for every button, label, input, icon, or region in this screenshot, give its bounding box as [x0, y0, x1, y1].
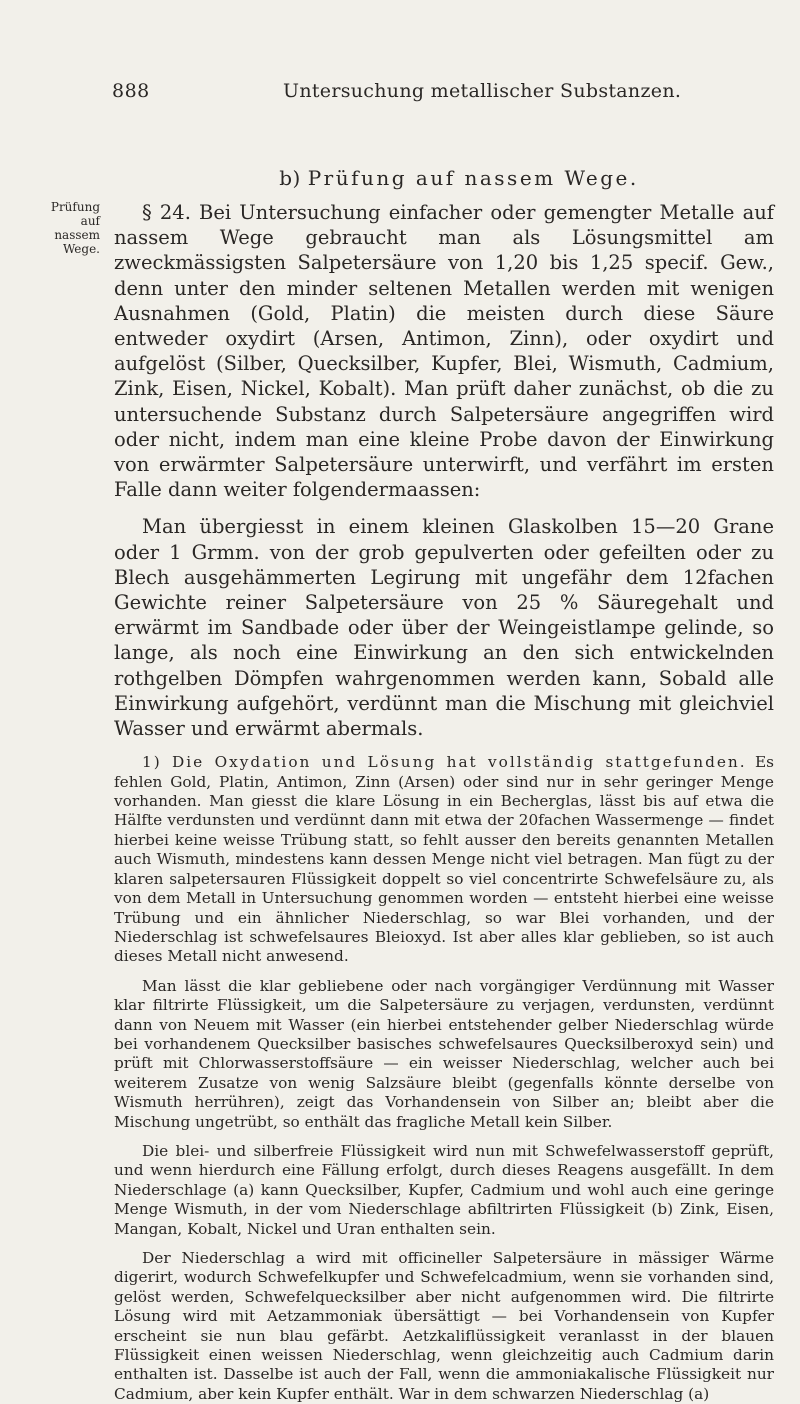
- page-body: [114, 166, 774, 1404]
- section-heading: [114, 166, 774, 190]
- paragraph-silver-test: Man lässt die klar gebliebene oder nach vorgängiger Verdünnung mit Wasser klar filtrirte Flüssigkeit, um die Salpetersäure zu verjagen, verdunsten, verdünnt dann von Neuem mit Wasser (ein hierbei entstehender gelber Niederschlag würde bei vorhandenem Quecksilber basisches schwefelsaures Quecksilberoxyd sein) und prüft mit Chlorwasserstoffsäure — ein weisser Niederschlag, welcher auch bei weiterem Zusatze von wenig Salzsäure bleibt (gegenfalls könnte derselbe von Wismuth herrühren), zeigt das Vorhandensein von Silber an; bleibt aber die Mischung ungetrübt, so enthält das fragliche Metall kein Silber.: [114, 976, 774, 1131]
- section-heading-prefix: b): [279, 166, 301, 190]
- section-heading-text: Prüfung auf nassem Wege.: [307, 166, 639, 190]
- paragraph-hydrogen-sulfide: Die blei- und silberfreie Flüssigkeit wird nun mit Schwefelwasserstoff geprüft, und wenn hierdurch eine Fällung erfolgt, durch dieses Reagens ausgefällt. In dem Niederschlage (a) kann Quecksilber, Kupfer, Cadmium und wohl auch eine geringe Menge Wismuth, in der vom Niederschlage abfiltrirten Flüssigkeit (b) Zink, Eisen, Mangan, Kobalt, Nickel und Uran enthalten sein.: [114, 1141, 774, 1238]
- running-title: Untersuchung metallischer Substanzen.: [283, 80, 682, 102]
- margin-note: Prüfung auf nassem Wege.: [50, 200, 100, 256]
- paragraph-section-24: § 24. Bei Untersuchung einfacher oder gemengter Metalle auf nassem Wege gebraucht man als Lösungsmittel am zweckmässigsten Salpetersäure von 1,20 bis 1,25 specif. Gew., denn unter den minder seltenen Metallen werden mit wenigen Ausnahmen (Gold, Platin) die meisten durch diese Säure entweder oxydirt (Arsen, Antimon, Zinn), oder oxydirt und aufgelöst (Silber, Quecksilber, Kupfer, Blei, Wismuth, Cadmium, Zink, Eisen, Nickel, Kobalt). Man prüft daher zunächst, ob die zu untersuchende Substanz durch Salpetersäure angegriffen wird oder nicht, indem man eine kleine Probe davon der Einwirkung von erwärmter Salpetersäure unterwirft, und verfährt im ersten Falle dann weiter folgendermaassen:: [114, 201, 774, 502]
- paragraph-precipitate-a: Der Niederschlag a wird mit officineller Salpetersäure in mässiger Wärme digerirt, wodurch Schwefelkupfer und Schwefelcadmium, wenn sie vorhanden sind, gelöst werden, Schwefelquecksilber aber nicht aufgenommen wird. Die filtrirte Lösung wird mit Aetzammoniak übersättigt — bei Vorhandensein von Kupfer erscheint sie nun blau gefärbt. Aetzkaliflüssigkeit veranlasst in der blauen Flüssigkeit einen weissen Niederschlag, wenn gleichzeitig auch Cadmium darin enthalten ist. Dasselbe ist auch der Fall, wenn die ammoniakalische Flüssigkeit nur Cadmium, aber kein Kupfer enthält. War in dem schwarzen Niederschlag (a): [114, 1249, 774, 1403]
- paragraph-case-1: [114, 753, 774, 966]
- paragraph-procedure: Man übergiesst in einem kleinen Glaskolben 15—20 Grane oder 1 Grmm. von der grob gepulverten oder gefeilten oder zu Blech ausgehämmerten Legirung mit ungefähr dem 12fachen Gewichte reiner Salpetersäure von 25 % Säuregehalt und erwärmt im Sandbade oder über der Weingeistlampe gelinde, so lange, als noch eine Einwirkung an den sich entwickelnden rothgelben Dömpfen wahrgenommen werden kann, Sobald alle Einwirkung aufgehört, verdünnt man die Mischung mit gleichviel Wasser und erwärmt abermals.: [114, 515, 774, 741]
- case-1-lead: 1) Die Oxydation und Lösung hat vollständig stattgefunden.: [142, 753, 747, 772]
- running-header: [0, 0, 800, 102]
- case-1-body: Es fehlen Gold, Platin, Antimon, Zinn (Arsen) oder sind nur in sehr geringer Menge vorhanden. Man giesst die klare Lösung in ein Becherglas, lässt bis auf etwa die Hälfte verdunsten und verdünnt dann mit etwa der 20fachen Wassermenge — findet hierbei keine weisse Trübung statt, so fehlt ausser den bereits genannten Metallen auch Wismuth, mindestens kann dessen Menge nicht viel betragen. Man fügt zu der klaren salpetersauren Flüssigkeit doppelt so viel concentrirte Schwefelsäure zu, als von dem Metall in Untersuchung genommen worden — entsteht hierbei eine weisse Trübung und ein ähnlicher Niederschlag, so war Blei vorhanden, und der Niederschlag ist schwefelsaures Bleioxyd. Ist aber alles klar geblieben, so ist auch dieses Metall nicht anwesend.: [114, 753, 775, 966]
- page-number: 888: [112, 80, 150, 102]
